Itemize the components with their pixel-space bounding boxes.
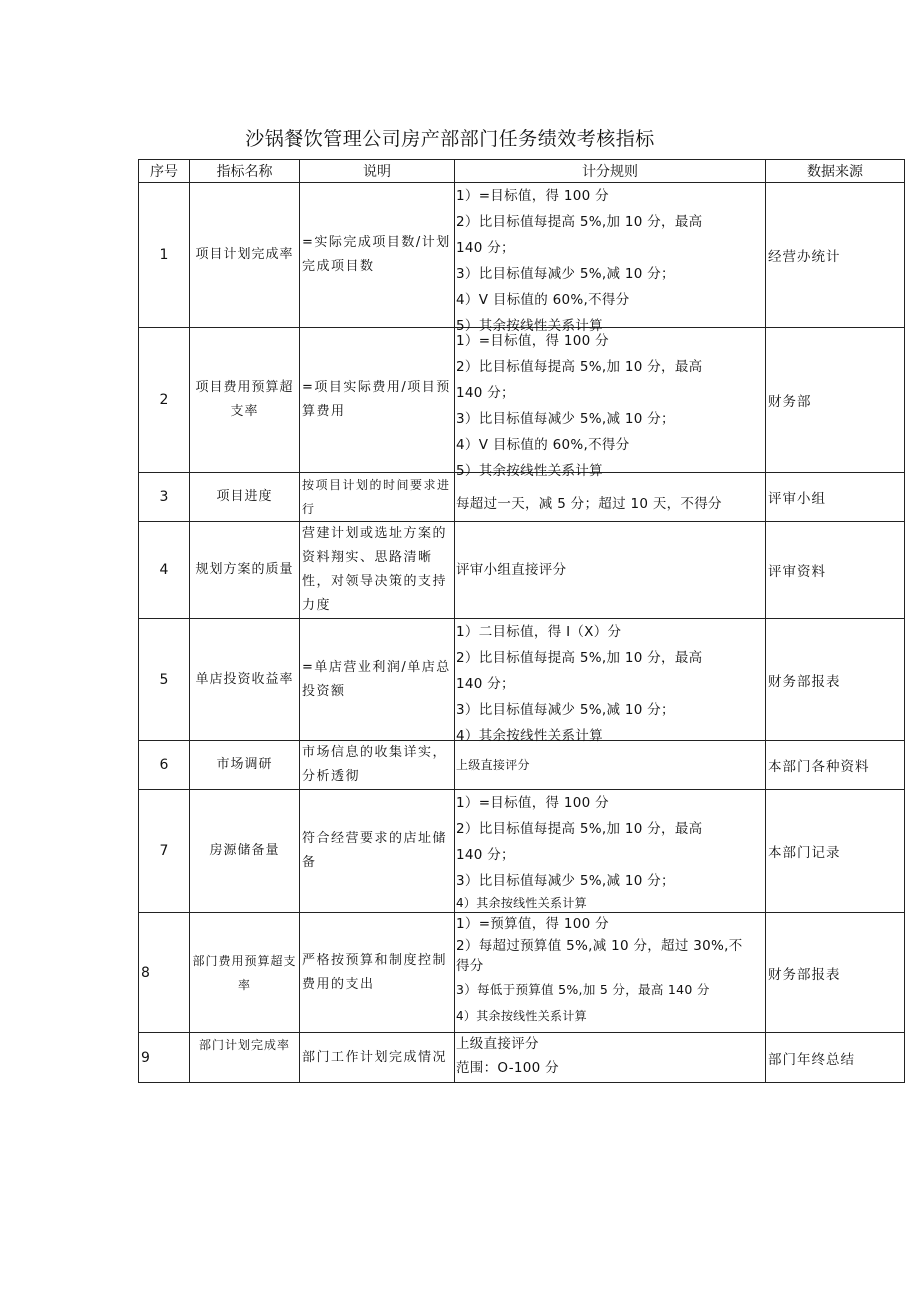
data-source: 评审资料 [766, 522, 905, 619]
table-row [139, 913, 905, 1033]
table-row [139, 790, 905, 913]
rule-line: 3）比目标值每减少 5%,减 10 分； [456, 873, 675, 889]
data-source: 财务部 [766, 328, 905, 473]
rule-line: 140 分； [456, 385, 515, 401]
indicator-description: =实际完成项目数/计划完成项目数 [300, 183, 455, 328]
rule-line: 3）比目标值每减少 5%,减 10 分； [456, 266, 675, 282]
rule-line: 140 分； [456, 240, 515, 256]
scoring-rules [455, 741, 766, 790]
rule-line: 3）每低于预算值 5%,加 5 分，最高 140 分 [456, 982, 710, 997]
rule-line: 上级直接评分 [456, 1036, 539, 1052]
header-rules: 计分规则 [455, 160, 766, 183]
rule-line: 上级直接评分 [456, 758, 530, 772]
row-number: 6 [139, 741, 190, 790]
table-row [139, 473, 905, 522]
indicator-description: 营建计划或选址方案的资料翔实、思路清晰性，对领导决策的支持力度 [300, 522, 455, 619]
rule-line: 得分 [456, 958, 484, 974]
indicator-description: 市场信息的收集详实，分析透彻 [300, 741, 455, 790]
table-row [139, 328, 905, 473]
row-number: 9 [139, 1033, 190, 1083]
rule-line: 每超过一天，减 5 分；超过 10 天，不得分 [456, 496, 722, 512]
rule-line: 评审小组直接评分 [456, 562, 567, 578]
row-number: 3 [139, 473, 190, 522]
indicator-name: 项目计划完成率 [190, 183, 300, 328]
table-row [139, 522, 905, 619]
scoring-rules [455, 790, 766, 913]
scoring-rules [455, 619, 766, 744]
indicator-name: 部门费用预算超支率 [190, 913, 300, 1033]
rule-line: 1）二目标值，得 I（X）分 [456, 624, 622, 640]
row-number: 2 [139, 328, 190, 473]
rule-line: 范围：O-100 分 [456, 1060, 559, 1076]
table-header-row [139, 160, 905, 183]
indicator-name: 房源储备量 [190, 790, 300, 913]
indicator-name: 规划方案的质量 [190, 522, 300, 619]
rule-line: 4）其余按线性关系计算 [456, 896, 587, 910]
scoring-rules [455, 183, 766, 334]
data-source: 经营办统计 [766, 183, 905, 328]
table-row [139, 183, 905, 328]
table-row [139, 1033, 905, 1083]
kpi-table [138, 159, 905, 1083]
rule-line: 2）比目标值每提高 5%,加 10 分，最高 [456, 359, 703, 375]
indicator-name: 项目进度 [190, 473, 300, 522]
rule-line: 2）比目标值每提高 5%,加 10 分，最高 [456, 650, 703, 666]
rule-line: 140 分； [456, 676, 515, 692]
header-name: 指标名称 [190, 160, 300, 183]
rule-line: 1）=目标值，得 100 分 [456, 188, 609, 204]
indicator-description: =项目实际费用/项目预算费用 [300, 328, 455, 473]
data-source: 评审小组 [766, 473, 905, 522]
rule-line: 4）V 目标值的 60%,不得分 [456, 437, 630, 453]
row-number: 1 [139, 183, 190, 328]
rule-line: 2）比目标值每提高 5%,加 10 分，最高 [456, 214, 703, 230]
data-source: 部门年终总结 [766, 1033, 905, 1083]
rule-line: 4）其余按线性关系计算 [456, 1009, 587, 1023]
indicator-description: 严格按预算和制度控制费用的支出 [300, 913, 455, 1033]
indicator-description: 部门工作计划完成情况 [300, 1033, 455, 1083]
header-source: 数据来源 [766, 160, 905, 183]
scoring-rules [455, 1033, 766, 1083]
row-number: 8 [139, 913, 190, 1033]
rule-line: 2）比目标值每提高 5%,加 10 分，最高 [456, 821, 703, 837]
row-number: 4 [139, 522, 190, 619]
data-source: 本部门记录 [766, 790, 905, 913]
indicator-name: 项目费用预算超支率 [190, 328, 300, 473]
rule-line: 1）=预算值，得 100 分 [456, 916, 609, 932]
row-number: 7 [139, 790, 190, 913]
header-no: 序号 [139, 160, 190, 183]
scoring-rules [455, 522, 766, 619]
indicator-description: 按项目计划的时间要求进行 [300, 473, 455, 522]
header-desc: 说明 [300, 160, 455, 183]
data-source: 财务部报表 [766, 913, 905, 1033]
rule-line: 1）=目标值，得 100 分 [456, 795, 609, 811]
rule-line: 1）=目标值，得 100 分 [456, 333, 609, 349]
indicator-name: 单店投资收益率 [190, 619, 300, 741]
data-source: 本部门各种资料 [766, 741, 905, 790]
rule-line: 140 分； [456, 847, 515, 863]
indicator-description: 符合经营要求的店址储备 [300, 790, 455, 913]
indicator-name: 部门计划完成率 [190, 1033, 300, 1083]
table-row [139, 619, 905, 741]
rule-line: 4）V 目标值的 60%,不得分 [456, 292, 630, 308]
rule-line: 5）其余按线性关系计算 [456, 463, 603, 479]
scoring-rules [455, 913, 766, 1033]
row-number: 5 [139, 619, 190, 741]
rule-line: 5）其余按线性关系计算 [456, 318, 603, 334]
rule-line: 2）每超过预算值 5%,减 10 分，超过 30%,不 [456, 938, 743, 954]
data-source: 财务部报表 [766, 619, 905, 741]
rule-line: 4）其余按线性关系计算 [456, 728, 603, 744]
indicator-description: =单店营业利润/单店总投资额 [300, 619, 455, 741]
document-title: 沙锅餐饮管理公司房产部部门任务绩效考核指标 [245, 128, 655, 150]
indicator-name: 市场调研 [190, 741, 300, 790]
table-row [139, 741, 905, 790]
scoring-rules [455, 473, 766, 522]
rule-line: 3）比目标值每减少 5%,减 10 分； [456, 702, 675, 718]
scoring-rules [455, 328, 766, 479]
rule-line: 3）比目标值每减少 5%,减 10 分； [456, 411, 675, 427]
